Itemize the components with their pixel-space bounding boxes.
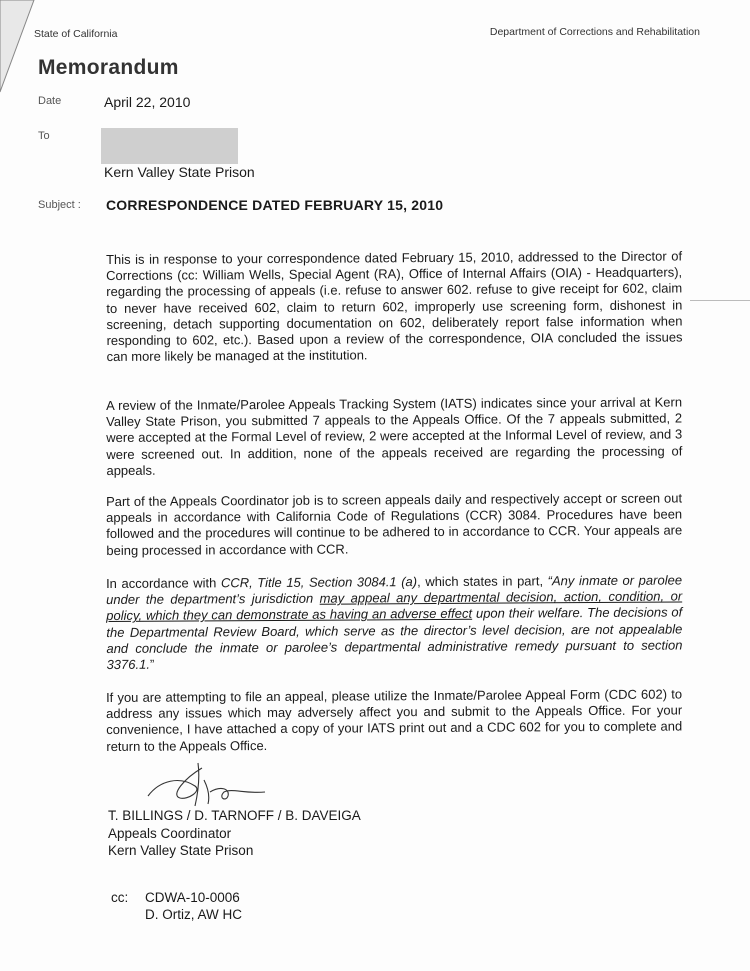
p4-underlined-quote: may appeal any departmental decision, action, condition, or policy, which they can demonstrate as having an adverse effect <box>106 588 683 624</box>
date-value: April 22, 2010 <box>104 94 191 110</box>
scan-artifact-line <box>690 300 750 301</box>
p4-quote-end: upon their welfare. The decisions of the Departmental Review Board, which serve as the director’s level decision, are not appealable and conclude the inmate or parolee’s departmental administrative remedy pursuant to section 3376.1. <box>106 604 683 673</box>
memo-title: Memorandum <box>38 56 179 79</box>
header-department: Department of Corrections and Rehabilitation <box>489 26 700 38</box>
to-value: Kern Valley State Prison <box>104 164 255 180</box>
p4-citation: CCR, Title 15, Section 3084.1 (a) <box>220 574 418 591</box>
folded-corner <box>0 0 40 95</box>
paragraph-5: If you are attempting to file an appeal, please utilize the Inmate/Parolee Appeal Form (CDC 602) to address any issues which may adversely affect you and submit to the Appeals Office. For your convenience, I have attached a copy of your IATS print out and a CDC 602 for you to complete and return to the Appeals Office. <box>106 686 683 754</box>
redacted-recipient <box>101 128 238 164</box>
to-label: To <box>38 130 50 142</box>
signatory-role: Appeals Coordinator <box>108 826 232 841</box>
header-state: State of California <box>34 28 118 40</box>
subject-value: CORRESPONDENCE DATED FEBRUARY 15, 2010 <box>106 197 444 213</box>
signatory-org: Kern Valley State Prison <box>108 843 254 858</box>
p4-states: , which states in part, <box>417 573 548 590</box>
cc-label: cc: <box>111 890 129 905</box>
date-label: Date <box>38 95 62 107</box>
handwritten-signature <box>140 758 280 813</box>
paragraph-2: A review of the Inmate/Parolee Appeals Tracking System (IATS) indicates since your arrival at Kern Valley State Prison, you submitted 7 appeals to the Appeals Office. Of the 7 appeals submitted, 2 were accepted at the Formal Level of review, 2 were accepted at the Informal Level of review, and 3 were screened out. In addition, none of the appeals received are regarding the processing of appeals. <box>106 394 683 478</box>
p4-intro: In accordance with <box>106 575 221 591</box>
signatory-names: T. BILLINGS / D. TARNOFF / B. DAVEIGA <box>108 808 361 823</box>
cc-line-1: CDWA-10-0006 <box>145 890 240 905</box>
paragraph-1: This is in response to your correspondence dated February 15, 2010, addressed to the Director of Corrections (cc: William Wells, Special Agent (RA), Office of Internal Affairs (OIA) - Headquarters), regarding the processing of appeals (i.e. refuse to answer 602. refuse to give receipt for 602, claim to never have received 602, claim to return 602, improperly use screening form, dishonest in screening, detach supporting documentation on 602, deliberately report false information when responding to 602, etc.). Based upon a review of the correspondence, OIA concluded the issues can more likely be managed at the institution. <box>106 248 683 365</box>
p4-close-quote: ” <box>149 656 155 672</box>
paragraph-3: Part of the Appeals Coordinator job is to screen appeals daily and respectively accept or screen out appeals in accordance with California Code of Regulations (CCR) 3084. Procedures have been followed and the procedures will continue to be adhered to in accordance to CCR. Your appeals are being processed in accordance with CCR. <box>106 490 683 558</box>
paragraph-4 <box>106 572 683 673</box>
cc-line-2: D. Ortiz, AW HC <box>145 907 242 922</box>
subject-label: Subject : <box>38 199 81 211</box>
p4-quote-start: “Any inmate or parolee under the department’s jurisdiction <box>106 572 683 608</box>
